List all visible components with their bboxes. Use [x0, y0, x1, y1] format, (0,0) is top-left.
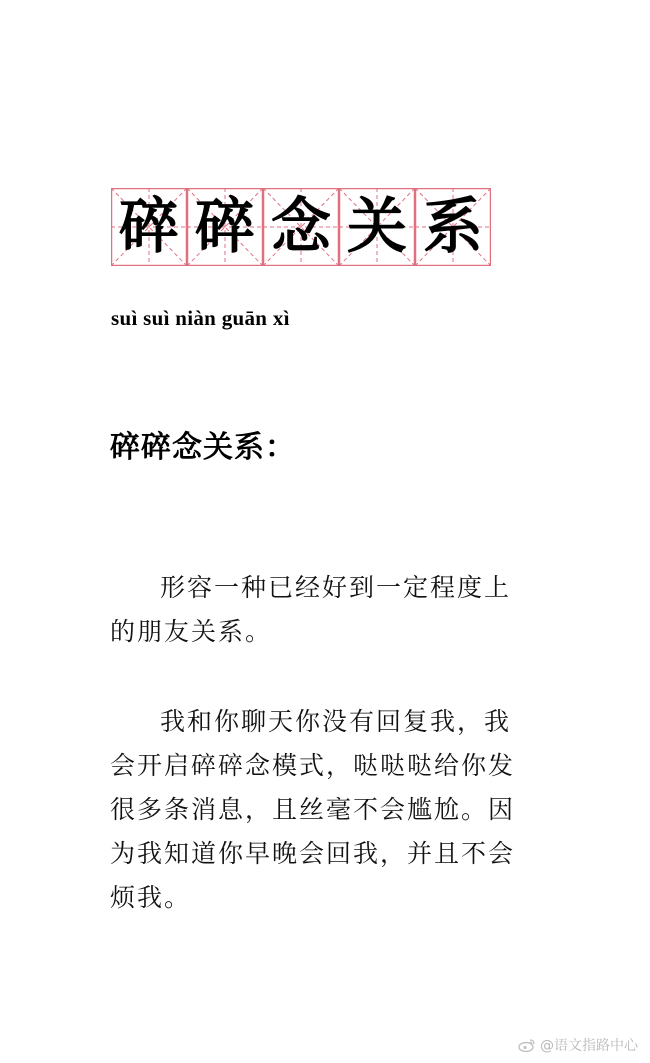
- section-heading: 碎碎念关系：: [110, 430, 296, 465]
- watermark: [518, 1035, 638, 1055]
- title-tianzige-grid: [111, 188, 491, 266]
- definition-paragraph: 形容一种已经好到一定程度上的朋友关系。: [110, 573, 512, 646]
- title-grid-cell: [339, 188, 415, 266]
- weibo-icon: [518, 1038, 536, 1052]
- title-char: 关: [347, 192, 407, 262]
- title-char: 系: [423, 192, 483, 262]
- pinyin-text: suì suì niàn guān xì: [111, 306, 290, 330]
- title-char: 念: [271, 192, 331, 262]
- example-paragraph: 我和你聊天你没有回复我，我会开启碎碎念模式，哒哒哒给你发很多条消息，且丝毫不会尴尬。因为我知道你早晚会回我，并且不会烦我。: [110, 707, 516, 912]
- watermark-text: @语文指路中心: [540, 1038, 638, 1054]
- title-grid-cell: [415, 188, 491, 266]
- title-grid-cell: [187, 188, 263, 266]
- title-grid-cell: [111, 188, 187, 266]
- title-char: 碎: [195, 192, 255, 262]
- title-char: 碎: [119, 192, 179, 262]
- title-grid-cell: [263, 188, 339, 266]
